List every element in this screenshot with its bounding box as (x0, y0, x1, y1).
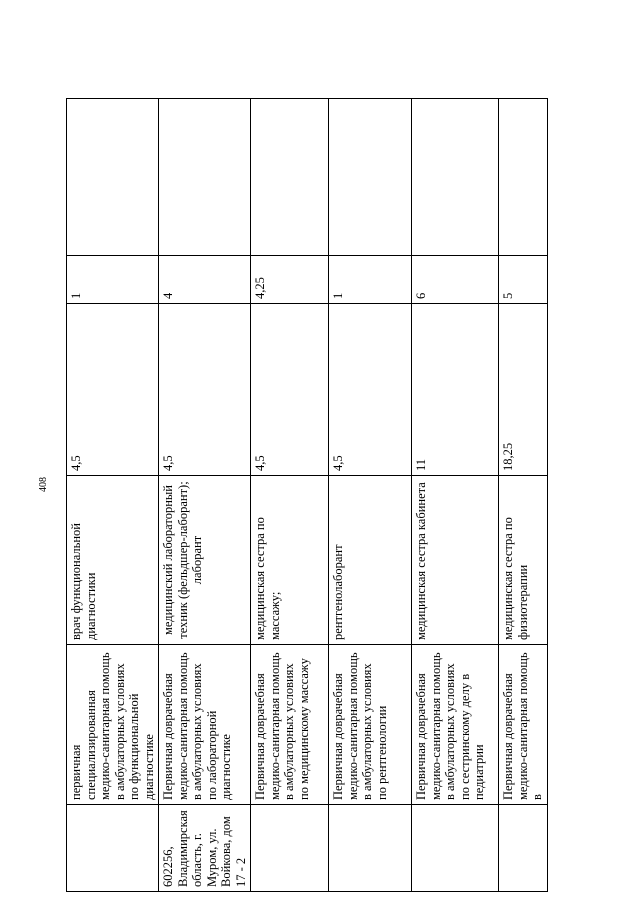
position-cell: медицинская сестра кабинета (412, 476, 499, 645)
table-row (412, 99, 499, 892)
service-cell: Первичная доврачебная медико-санитарная помощь в амбулаторных условиях по рентгенологии (329, 645, 412, 805)
count-cell: 1 (329, 256, 412, 304)
address-cell (329, 805, 412, 892)
service-cell: Первичная доврачебная медико-санитарная помощь в амбулаторных условиях по сестринскому делу в педиатрии (412, 645, 499, 805)
rate-cell: 18,25 (499, 304, 548, 476)
position-cell: медицинская сестра по физиотерапии (499, 476, 548, 645)
position-cell: врач функциональной диагностики (67, 476, 159, 645)
address-cell (67, 805, 159, 892)
document-table-container (66, 99, 544, 892)
count-cell: 6 (412, 256, 499, 304)
service-cell: первичная специализированная медико-санитарная помощь в амбулаторных условиях по функциональной диагностике (67, 645, 159, 805)
position-cell: медицинский лабораторный техник (фельдшер-лаборант); лаборант (159, 476, 251, 645)
note-cell (251, 99, 329, 256)
rate-cell: 4,5 (329, 304, 412, 476)
position-cell: медицинская сестра по массажу; (251, 476, 329, 645)
table-row (251, 99, 329, 892)
count-cell: 4 (159, 256, 251, 304)
note-cell (159, 99, 251, 256)
page-number: 408 (38, 477, 49, 492)
table-row (329, 99, 412, 892)
service-cell: Первичная доврачебная медико-санитарная помощь в амбулаторных условиях по медицинскому массажу (251, 645, 329, 805)
table-row (67, 99, 159, 892)
address-cell (412, 805, 499, 892)
address-cell: 602256, Владимирская область, г. Муром, ул. Войкова, дом 17 - 2 (159, 805, 251, 892)
note-cell (67, 99, 159, 256)
note-cell (499, 99, 548, 256)
staffing-table (66, 98, 548, 892)
rate-cell: 4,5 (251, 304, 329, 476)
table-row (499, 99, 548, 892)
rate-cell: 4,5 (67, 304, 159, 476)
count-cell: 4,25 (251, 256, 329, 304)
address-cell (251, 805, 329, 892)
count-cell: 1 (67, 256, 159, 304)
position-cell: рентгенолаборант (329, 476, 412, 645)
service-cell: Первичная доврачебная медико-санитарная помощь в амбулаторных условиях по лабораторной диагностике (159, 645, 251, 805)
service-cell: Первичная доврачебная медико-санитарная помощь в (499, 645, 548, 805)
count-cell: 5 (499, 256, 548, 304)
table-row (159, 99, 251, 892)
address-cell (499, 805, 548, 892)
rate-cell: 11 (412, 304, 499, 476)
rate-cell: 4,5 (159, 304, 251, 476)
note-cell (412, 99, 499, 256)
note-cell (329, 99, 412, 256)
